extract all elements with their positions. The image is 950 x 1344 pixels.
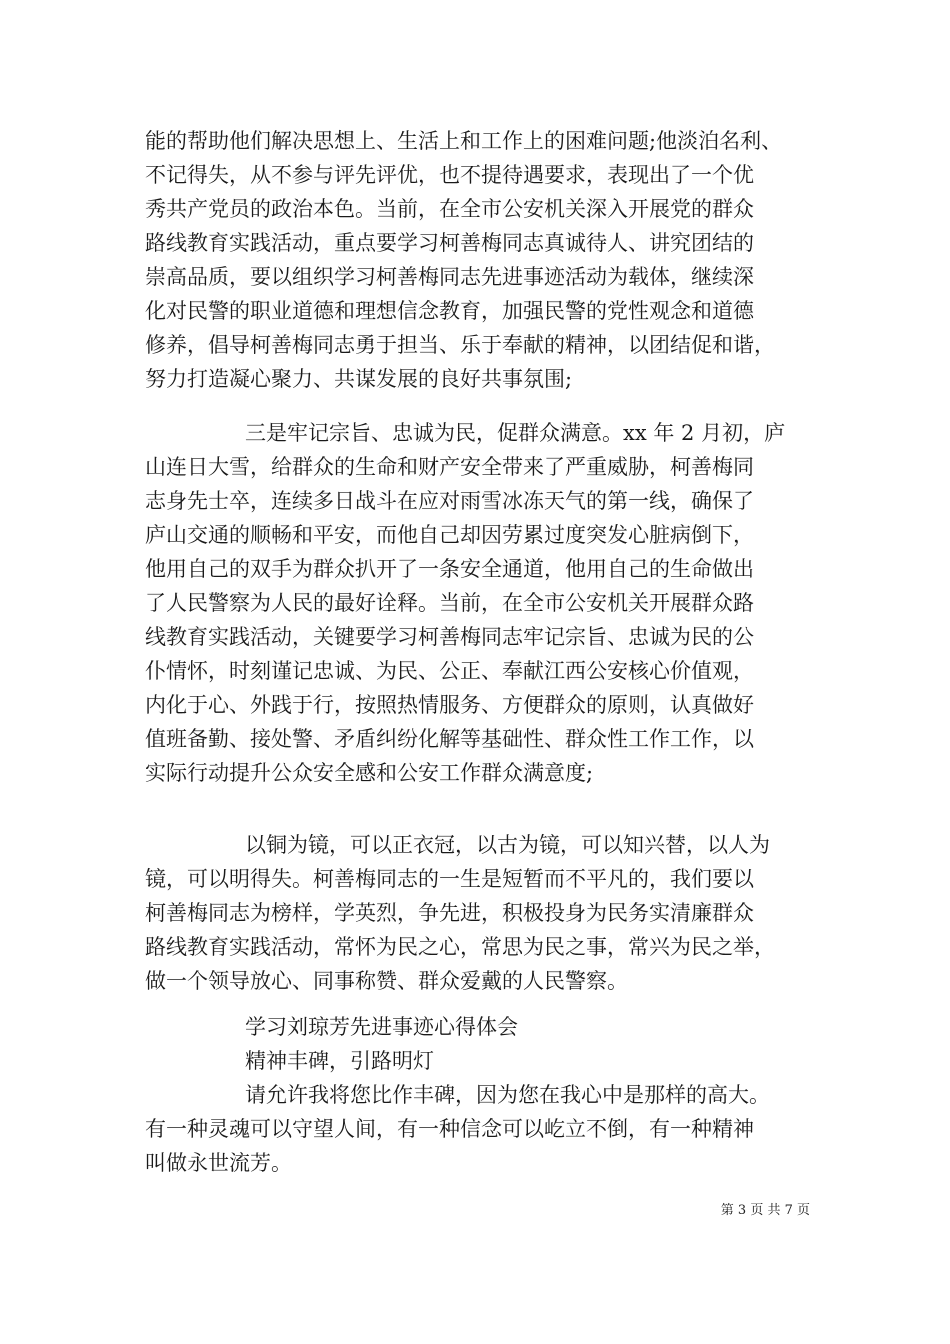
text-line: 能的帮助他们解决思想上、生活上和工作上的困难问题;他淡泊名利、 — [145, 129, 783, 153]
text-line: 了人民警察为人民的最好诠释。当前，在全市公安机关开展群众路 — [145, 591, 754, 615]
text-line: 路线教育实践活动，常怀为民之心，常思为民之事，常兴为民之举， — [145, 935, 775, 959]
text-line: 努力打造凝心聚力、共谋发展的良好共事氛围; — [145, 367, 573, 391]
text-line: 柯善梅同志为榜样，学英烈，争先进，积极投身为民务实清廉群众 — [145, 901, 754, 925]
text-line: 做一个领导放心、同事称赞、群众爱戴的人民警察。 — [145, 969, 628, 993]
paragraph-start-line: 请允许我将您比作丰碑，因为您在我心中是那样的高大。 — [245, 1083, 770, 1107]
text-line: 有一种灵魂可以守望人间，有一种信念可以屹立不倒，有一种精神 — [145, 1117, 754, 1141]
text-line: 镜，可以明得失。柯善梅同志的一生是短暂而不平凡的，我们要以 — [145, 867, 754, 891]
text-line: 庐山交通的顺畅和平安，而他自己却因劳累过度突发心脏病倒下， — [145, 523, 754, 547]
text-line: 不记得失，从不参与评先评优，也不提待遇要求，表现出了一个优 — [145, 163, 754, 187]
text-line: 值班备勤、接处警、矛盾纠纷化解等基础性、群众性工作工作，以 — [145, 727, 754, 751]
text-line: 路线教育实践活动，重点要学习柯善梅同志真诚待人、讲究团结的 — [145, 231, 754, 255]
paragraph-start-line: 以铜为镜，可以正衣冠，以古为镜，可以知兴替，以人为 — [245, 833, 770, 857]
text-line: 崇高品质，要以组织学习柯善梅同志先进事迹活动为载体，继续深 — [145, 265, 754, 289]
page-number-footer: 第 3 页 共 7 页 — [720, 1203, 810, 1218]
section-title: 学习刘琼芳先进事迹心得体会 — [245, 1015, 518, 1039]
text-line: 秀共产党员的政治本色。当前，在全市公安机关深入开展党的群众 — [145, 197, 754, 221]
text-line: 他用自己的双手为群众扒开了一条安全通道，他用自己的生命做出 — [145, 557, 754, 581]
text-line: 志身先士卒，连续多日战斗在应对雨雪冰冻天气的第一线，确保了 — [145, 489, 754, 513]
text-line: 叫做永世流芳。 — [145, 1151, 292, 1175]
text-line: 仆情怀，时刻谨记忠诚、为民、公正、奉献江西公安核心价值观， — [145, 659, 754, 683]
text-line: 线教育实践活动，关键要学习柯善梅同志牢记宗旨、忠诚为民的公 — [145, 625, 754, 649]
text-line: 修养，倡导柯善梅同志勇于担当、乐于奉献的精神，以团结促和谐， — [145, 333, 775, 357]
paragraph-start-line: 三是牢记宗旨、忠诚为民，促群众满意。xx 年 2 月初，庐 — [245, 421, 786, 445]
text-line: 内化于心、外践于行，按照热情服务、方便群众的原则，认真做好 — [145, 693, 754, 717]
text-line: 实际行动提升公众安全感和公安工作群众满意度; — [145, 761, 594, 785]
text-line: 化对民警的职业道德和理想信念教育，加强民警的党性观念和道德 — [145, 299, 754, 323]
text-line: 山连日大雪，给群众的生命和财产安全带来了严重威胁，柯善梅同 — [145, 455, 754, 479]
section-subtitle: 精神丰碑，引路明灯 — [245, 1049, 434, 1073]
